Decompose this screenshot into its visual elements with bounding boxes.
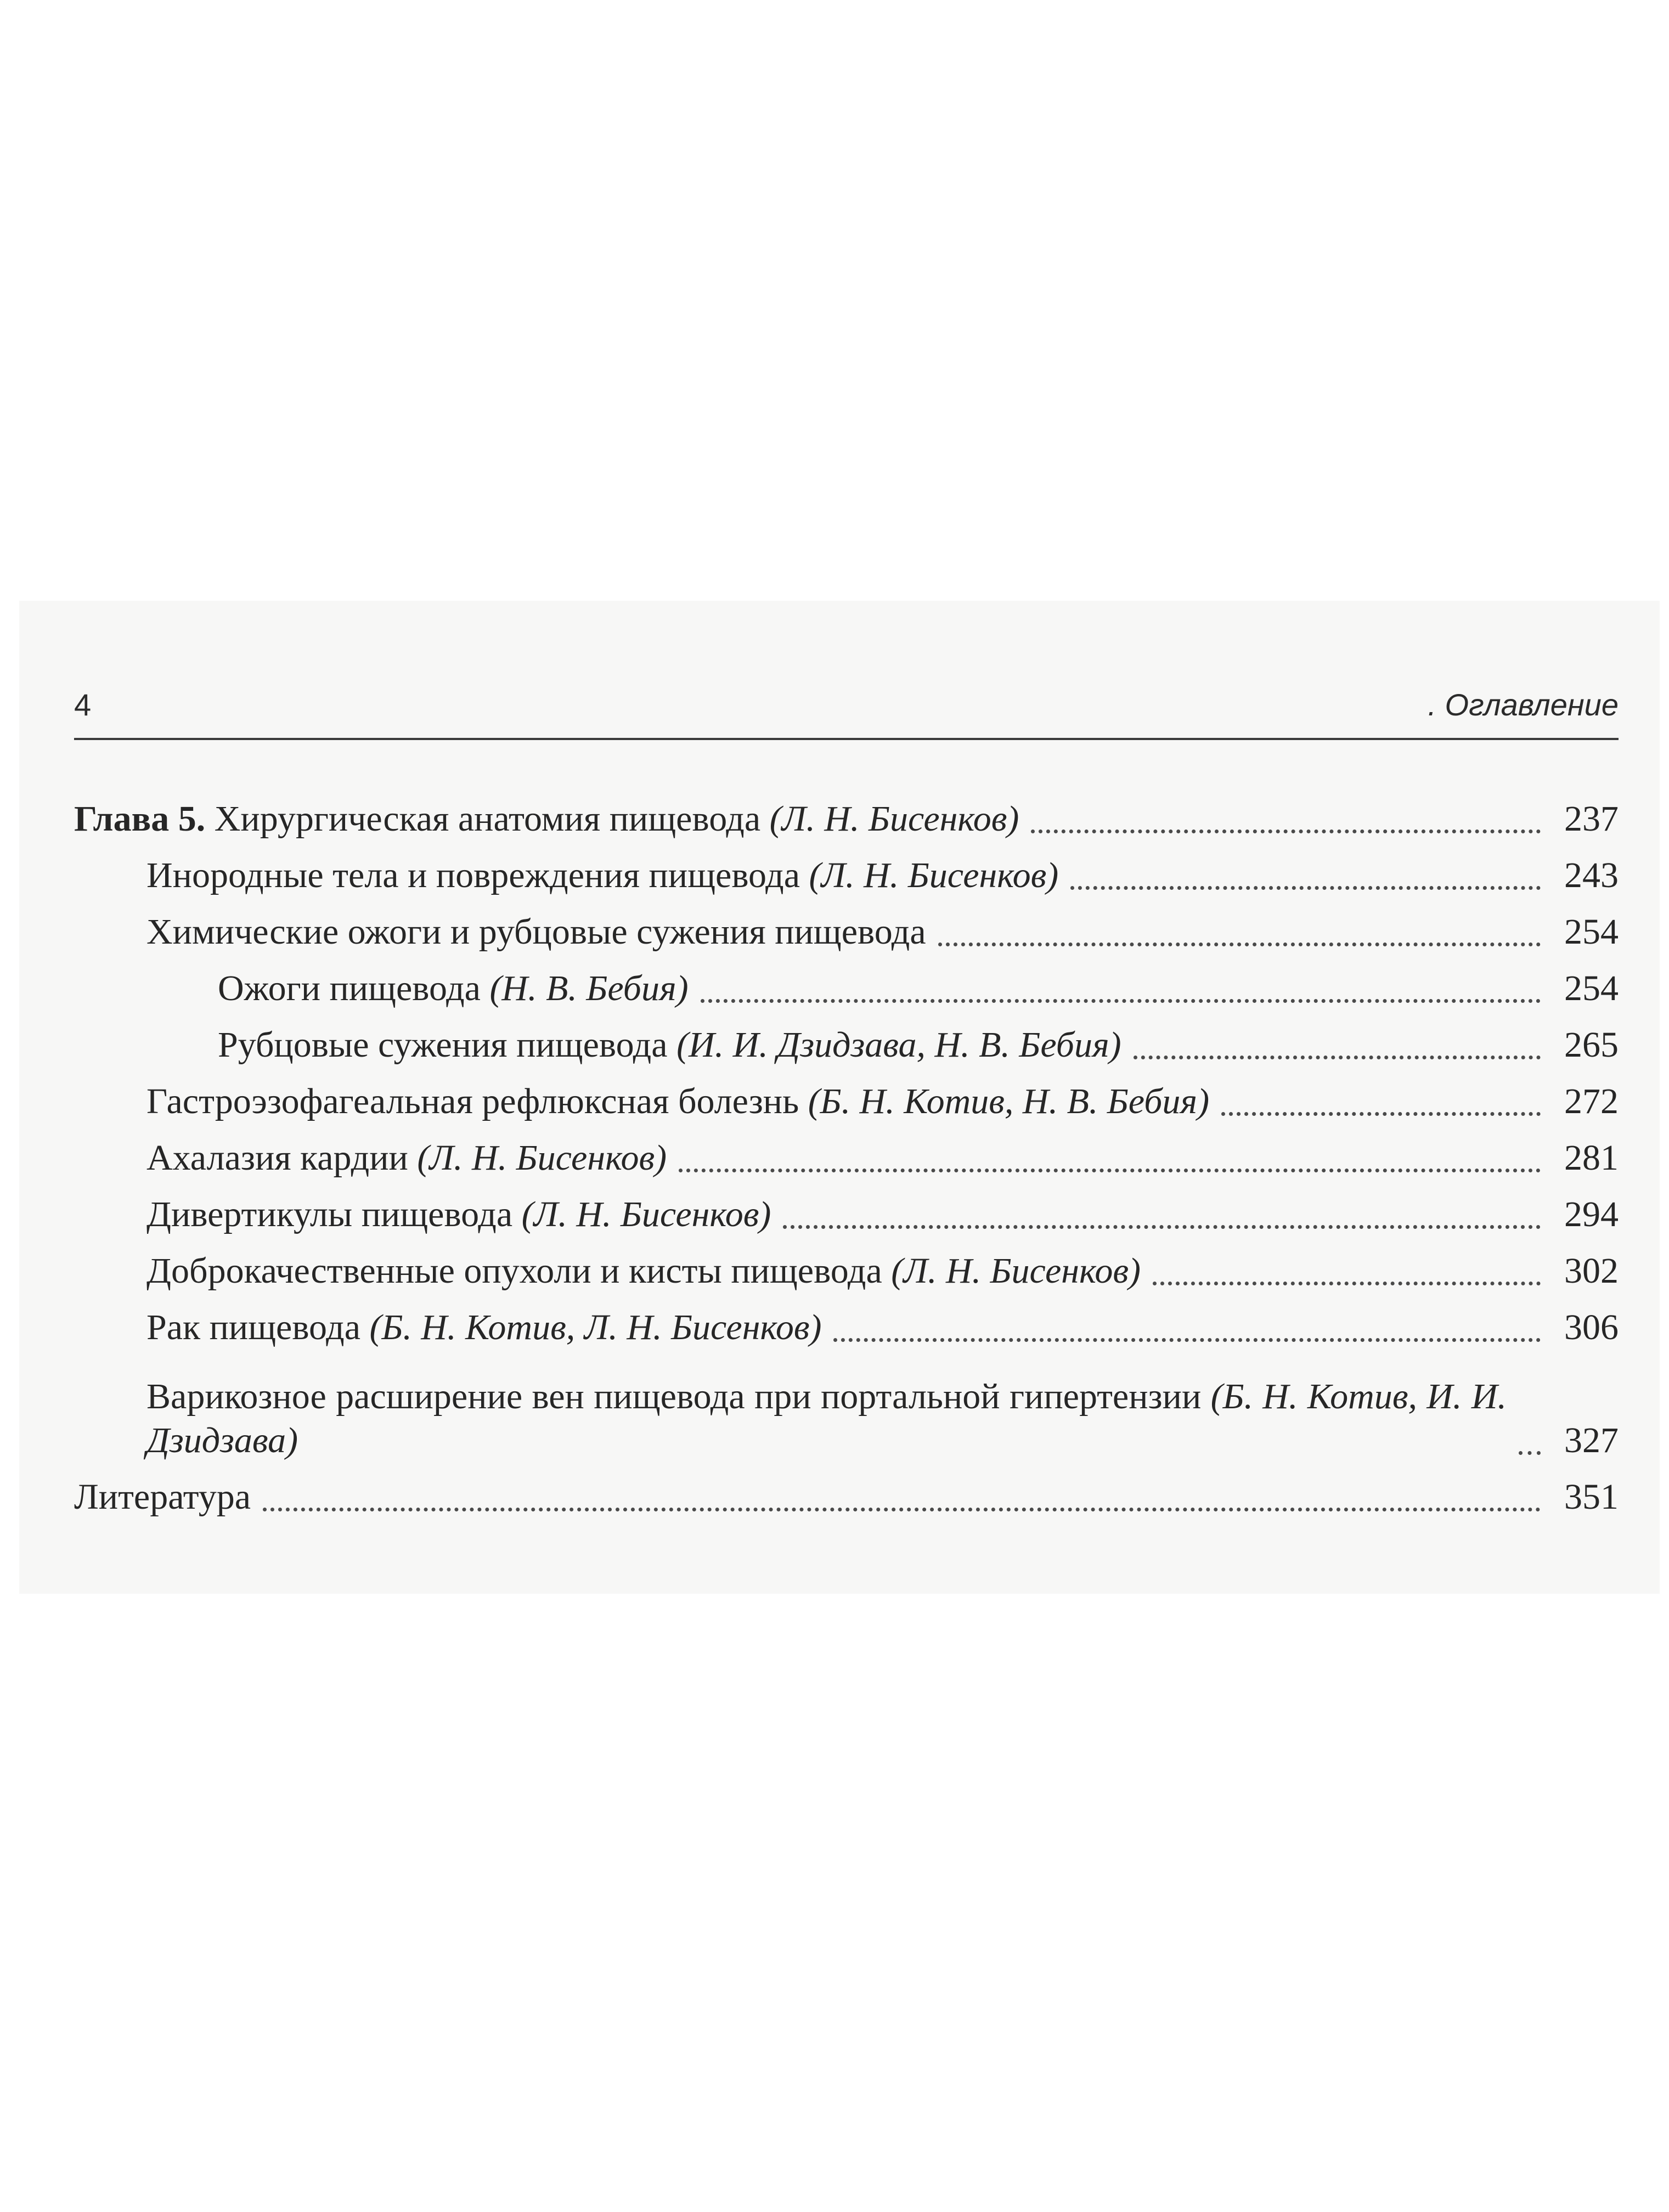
toc-entry <box>74 898 1619 954</box>
toc-page-number: 254 <box>1564 912 1619 952</box>
toc-literature <box>74 1463 1619 1519</box>
toc-entry-title <box>146 1306 821 1350</box>
entry-title: Варикозное расширение вен пищевода при портальной гипертензии <box>146 1376 1202 1417</box>
entry-title: Химические ожоги и рубцовые сужения пищевода <box>146 912 926 952</box>
toc-page-number: 272 <box>1564 1081 1619 1121</box>
toc-entry-title <box>146 1375 1507 1463</box>
toc-chapter-5 <box>74 785 1619 841</box>
table-of-contents <box>74 785 1619 1519</box>
toc-page-number: 243 <box>1564 855 1619 895</box>
toc-subentry <box>74 1011 1619 1067</box>
toc-page-number: 294 <box>1564 1194 1619 1234</box>
dot-leader <box>833 1338 1541 1342</box>
chapter-label: Глава 5. <box>74 799 206 839</box>
toc-entry-title <box>146 1249 1141 1293</box>
entry-title: Рубцовые сужения пищевода <box>218 1025 668 1065</box>
toc-entry <box>74 1067 1619 1124</box>
toc-entry-title <box>146 1080 1209 1124</box>
toc-page-number: 302 <box>1564 1251 1619 1291</box>
dot-leader <box>701 999 1541 1003</box>
toc-entry-title <box>146 1193 771 1237</box>
chapter-author: (Л. Н. Бисенков) <box>769 799 1019 839</box>
dot-leader <box>679 1169 1541 1172</box>
toc-page-number: 254 <box>1564 968 1619 1008</box>
toc-entry-title <box>146 1136 667 1180</box>
toc-page-number: 327 <box>1564 1420 1619 1460</box>
dot-leader <box>783 1225 1541 1229</box>
entry-author: (Б. Н. Котив, Л. Н. Бисенков) <box>369 1307 822 1347</box>
entry-author: (Л. Н. Бисенков) <box>521 1194 771 1234</box>
toc-page-number: 281 <box>1564 1138 1619 1178</box>
toc-entry <box>74 841 1619 898</box>
toc-page-number: 306 <box>1564 1307 1619 1347</box>
entry-author: (Л. Н. Бисенков) <box>417 1138 667 1178</box>
entry-title: Доброкачественные опухоли и кисты пищевода <box>146 1251 882 1291</box>
toc-entry-title <box>218 1023 1121 1067</box>
entry-title: Инородные тела и повреждения пищевода <box>146 855 800 895</box>
dot-leader <box>1070 886 1541 890</box>
toc-entry <box>74 1180 1619 1237</box>
toc-page-number: 351 <box>1564 1477 1619 1517</box>
dot-leader <box>263 1508 1541 1511</box>
entry-author: (Б. Н. Котив, Н. В. Бебия) <box>808 1081 1210 1121</box>
toc-entry-title <box>218 967 689 1011</box>
dot-leader <box>1221 1112 1541 1116</box>
toc-entry <box>74 1237 1619 1293</box>
toc-page-number: 237 <box>1564 799 1619 839</box>
entry-title: Гастроэзофагеальная рефлюксная болезнь <box>146 1081 799 1121</box>
toc-entry-title <box>146 854 1058 898</box>
dot-leader <box>1519 1451 1541 1455</box>
toc-entry-title <box>74 797 1019 841</box>
entry-author: (Б. Н. Котив, И. И. Дзидзава) <box>146 1376 1507 1460</box>
running-title: . Оглавление <box>1428 687 1619 722</box>
page-header <box>74 680 1619 730</box>
entry-title: Ожоги пищевода <box>218 968 481 1008</box>
entry-title: Дивертикулы пищевода <box>146 1194 513 1234</box>
entry-author: (Н. В. Бебия) <box>489 968 689 1008</box>
toc-page-number: 265 <box>1564 1025 1619 1065</box>
entry-title: Рак пищевода <box>146 1307 361 1347</box>
toc-entry <box>74 1293 1619 1350</box>
toc-subentry <box>74 954 1619 1011</box>
entry-title: Ахалазия кардии <box>146 1138 408 1178</box>
chapter-title: Хирургическая анатомия пищевода <box>214 799 761 839</box>
entry-author: (Л. Н. Бисенков) <box>809 855 1059 895</box>
dot-leader <box>1134 1056 1541 1059</box>
header-rule <box>74 738 1619 740</box>
entry-author: (Л. Н. Бисенков) <box>891 1251 1141 1291</box>
toc-entry <box>74 1124 1619 1180</box>
page-number: 4 <box>74 687 92 722</box>
toc-entry <box>74 1350 1619 1463</box>
toc-entry-title: Литература <box>74 1477 251 1517</box>
dot-leader <box>1153 1282 1541 1285</box>
toc-entry-title <box>146 910 926 954</box>
entry-author: (И. И. Дзидзава, Н. В. Бебия) <box>676 1025 1121 1065</box>
dot-leader <box>1031 830 1541 833</box>
dot-leader <box>938 943 1541 946</box>
